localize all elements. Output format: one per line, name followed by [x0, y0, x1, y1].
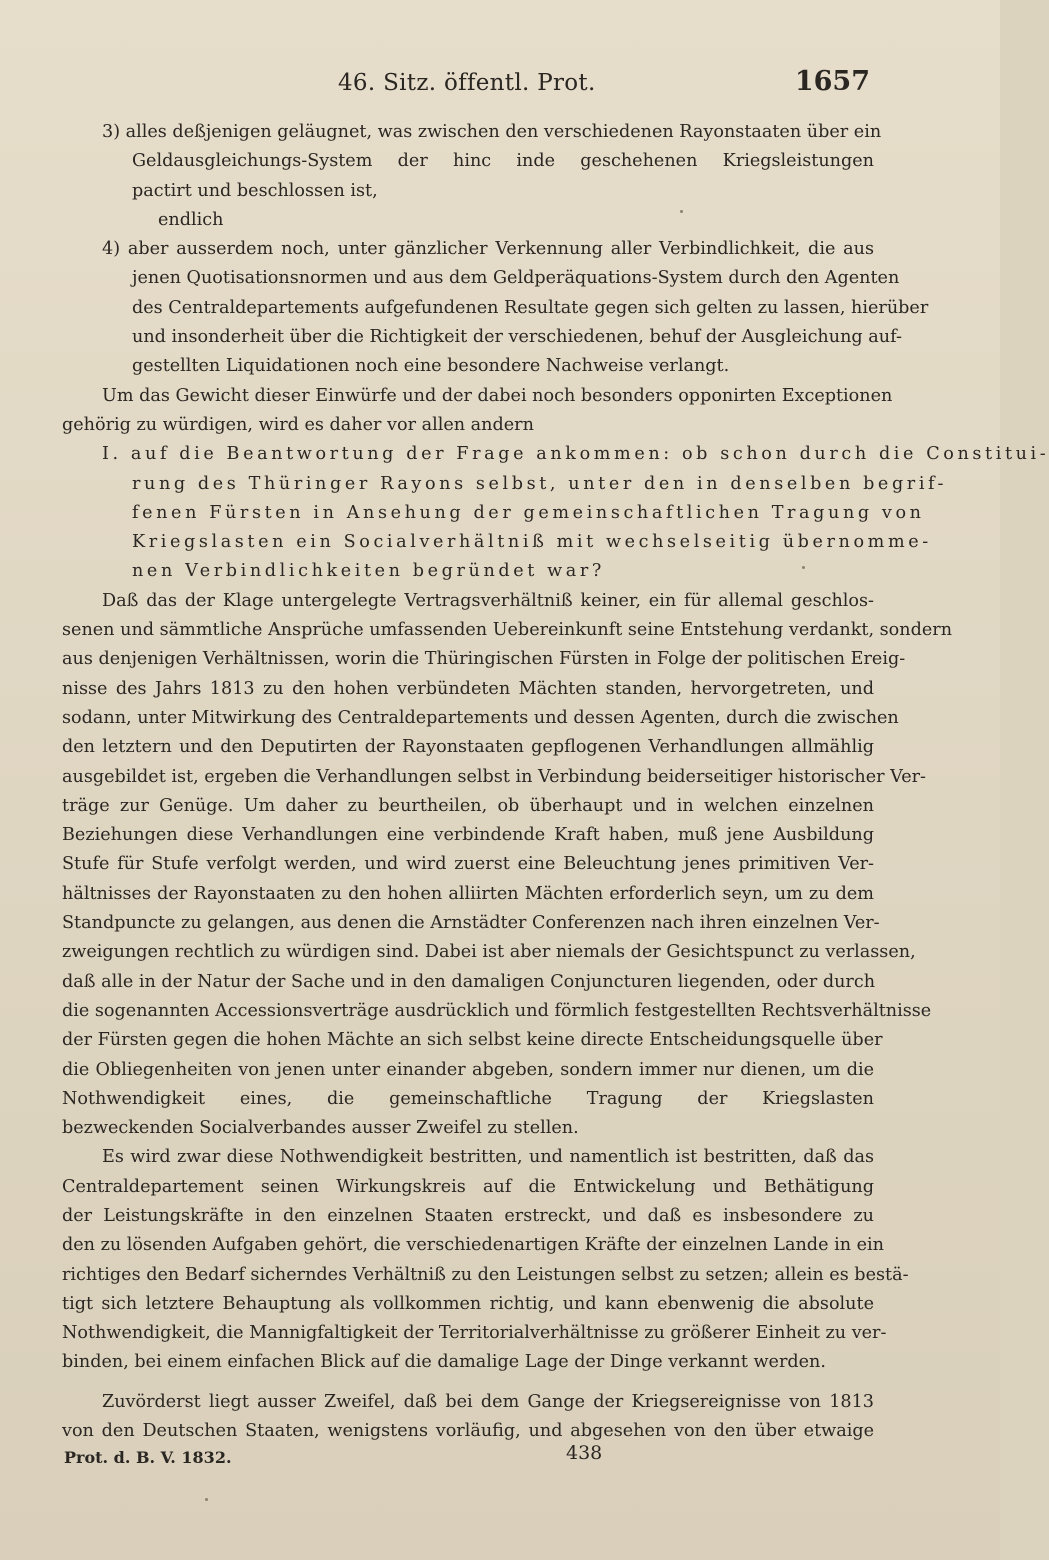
text-line: die Obliegenheiten von jenen unter einander abgeben, sondern immer nur dienen, um die	[62, 1059, 874, 1080]
text-line: Geldausgleichungs-System der hinc inde geschehenen Kriegsleistungen	[132, 151, 874, 172]
text-line: daß alle in der Natur der Sache und in den damaligen Conjuncturen liegenden, oder durch	[62, 971, 876, 992]
text-line: Daß das der Klage untergelegte Vertragsverhältniß keiner, ein für allemal geschlos-	[102, 590, 874, 611]
page-header	[0, 64, 1000, 108]
sheet-number: 438	[566, 1442, 603, 1464]
running-head: 46. Sitz. öffentl. Prot.	[338, 70, 596, 96]
text-line: die sogenannten Accessionsverträge ausdrücklich und förmlich festgestellten Rechtsverhältnisse	[62, 1000, 932, 1021]
text-line: gestellten Liquidationen noch eine besondere Nachweise verlangt.	[132, 356, 730, 377]
text-line: senen und sämmtliche Ansprüche umfassenden Uebereinkunft seine Entstehung verdankt, sondern	[62, 620, 953, 641]
text-line: des Centraldepartements aufgefundenen Resultate gegen sich gelten zu lassen, hierüber	[132, 297, 929, 318]
text-line: ausgebildet ist, ergeben die Verhandlungen selbst in Verbindung beiderseitiger historischer Ver-	[62, 766, 926, 787]
text-line: Kriegslasten ein Socialverhältniß mit wechselseitig übernomme-	[132, 532, 932, 553]
paper-spot	[680, 210, 683, 213]
text-line: Stufe für Stufe verfolgt werden, und wird zuerst eine Beleuchtung jenes primitiven Ver-	[62, 854, 874, 875]
text-line: zweigungen rechtlich zu würdigen sind. Dabei ist aber niemals der Gesichtspunct zu verlassen,	[62, 942, 916, 963]
text-line: Zuvörderst liegt ausser Zweifel, daß bei dem Gange der Kriegsereignisse von 1813	[102, 1391, 874, 1412]
text-line: und insonderheit über die Richtigkeit der verschiedenen, behuf der Ausgleichung auf-	[132, 327, 902, 348]
text-line: nisse des Jahrs 1813 zu den hohen verbündeten Mächten standen, hervorgetreten, und	[62, 678, 874, 699]
text-line: gehörig zu würdigen, wird es daher vor allen andern	[62, 414, 534, 435]
text-line: jenen Quotisationsnormen und aus dem Geldperäquations-System durch den Agenten	[132, 268, 900, 289]
page-number: 1657	[794, 66, 870, 97]
text-line: sodann, unter Mitwirkung des Centraldepartements und dessen Agenten, durch die zwischen	[62, 707, 899, 728]
page-body	[62, 118, 1049, 1446]
text-line: nen Verbindlichkeiten begründet war?	[132, 561, 605, 582]
text-line: endlich	[158, 209, 224, 230]
text-line: pactirt und beschlossen ist,	[132, 180, 378, 201]
text-line: 4) aber ausserdem noch, unter gänzlicher Verkennung aller Verbindlichkeit, die aus	[102, 239, 874, 260]
page-footer	[0, 1442, 1000, 1478]
text-line: I. auf die Beantwortung der Frage ankommen: ob schon durch die Constitui-	[102, 444, 1049, 465]
text-line: fenen Fürsten in Ansehung der gemeinschaftlichen Tragung von	[132, 502, 925, 523]
text-line: den zu lösenden Aufgaben gehört, die verschiedenartigen Kräfte der einzelnen Lande in ein	[62, 1235, 884, 1256]
text-line: Es wird zwar diese Nothwendigkeit bestritten, und namentlich ist bestritten, daß das	[102, 1147, 874, 1168]
text-line: hältnisses der Rayonstaaten zu den hohen alliirten Mächten erforderlich seyn, um zu dem	[62, 883, 874, 904]
text-line: der Leistungskräfte in den einzelnen Staaten erstreckt, und daß es insbesondere zu	[62, 1205, 874, 1226]
text-line: tigt sich letztere Behauptung als vollkommen richtig, und kann ebenwenig die absolute	[62, 1293, 874, 1314]
text-line: Centraldepartement seinen Wirkungskreis auf die Entwickelung und Bethätigung	[62, 1176, 874, 1197]
paper-spot	[802, 566, 805, 569]
text-line: von den Deutschen Staaten, wenigstens vorläufig, und abgesehen von den über etwaige	[62, 1421, 874, 1442]
text-line: der Fürsten gegen die hohen Mächte an sich selbst keine directe Entscheidungsquelle über	[62, 1030, 883, 1051]
paper-spot	[205, 1498, 208, 1501]
text-line: richtiges den Bedarf sicherndes Verhältniß zu den Leistungen selbst zu setzen; allein es bestä-	[62, 1264, 909, 1285]
text-line: den letztern und den Deputirten der Rayonstaaten gepflogenen Verhandlungen allmählig	[62, 737, 874, 758]
text-line: aus denjenigen Verhältnissen, worin die Thüringischen Fürsten in Folge der politischen Ereig-	[62, 649, 906, 670]
signature-mark: Prot. d. B. V. 1832.	[64, 1448, 232, 1467]
text-line: träge zur Genüge. Um daher zu beurtheilen, ob überhaupt und in welchen einzelnen	[62, 795, 874, 816]
text-line: 3) alles deßjenigen geläugnet, was zwischen den verschiedenen Rayonstaaten über ein	[102, 122, 882, 142]
text-line: bezweckenden Socialverbandes ausser Zweifel zu stellen.	[62, 1118, 579, 1139]
text-line: Beziehungen diese Verhandlungen eine verbindende Kraft haben, muß jene Ausbildung	[62, 825, 874, 846]
text-line: Nothwendigkeit eines, die gemeinschaftliche Tragung der Kriegslasten	[62, 1088, 874, 1109]
text-line: Um das Gewicht dieser Einwürfe und der dabei noch besonders opponirten Exceptionen	[102, 385, 893, 406]
text-line: binden, bei einem einfachen Blick auf die damalige Lage der Dinge verkannt werden.	[62, 1352, 826, 1373]
text-line: Standpuncte zu gelangen, aus denen die Arnstädter Conferenzen nach ihren einzelnen Ver-	[62, 913, 880, 934]
text-line: rung des Thüringer Rayons selbst, unter den in denselben begrif-	[132, 473, 948, 494]
text-line: Nothwendigkeit, die Mannigfaltigkeit der Territorialverhältnisse zu größerer Einheit zu ver-	[62, 1323, 887, 1344]
